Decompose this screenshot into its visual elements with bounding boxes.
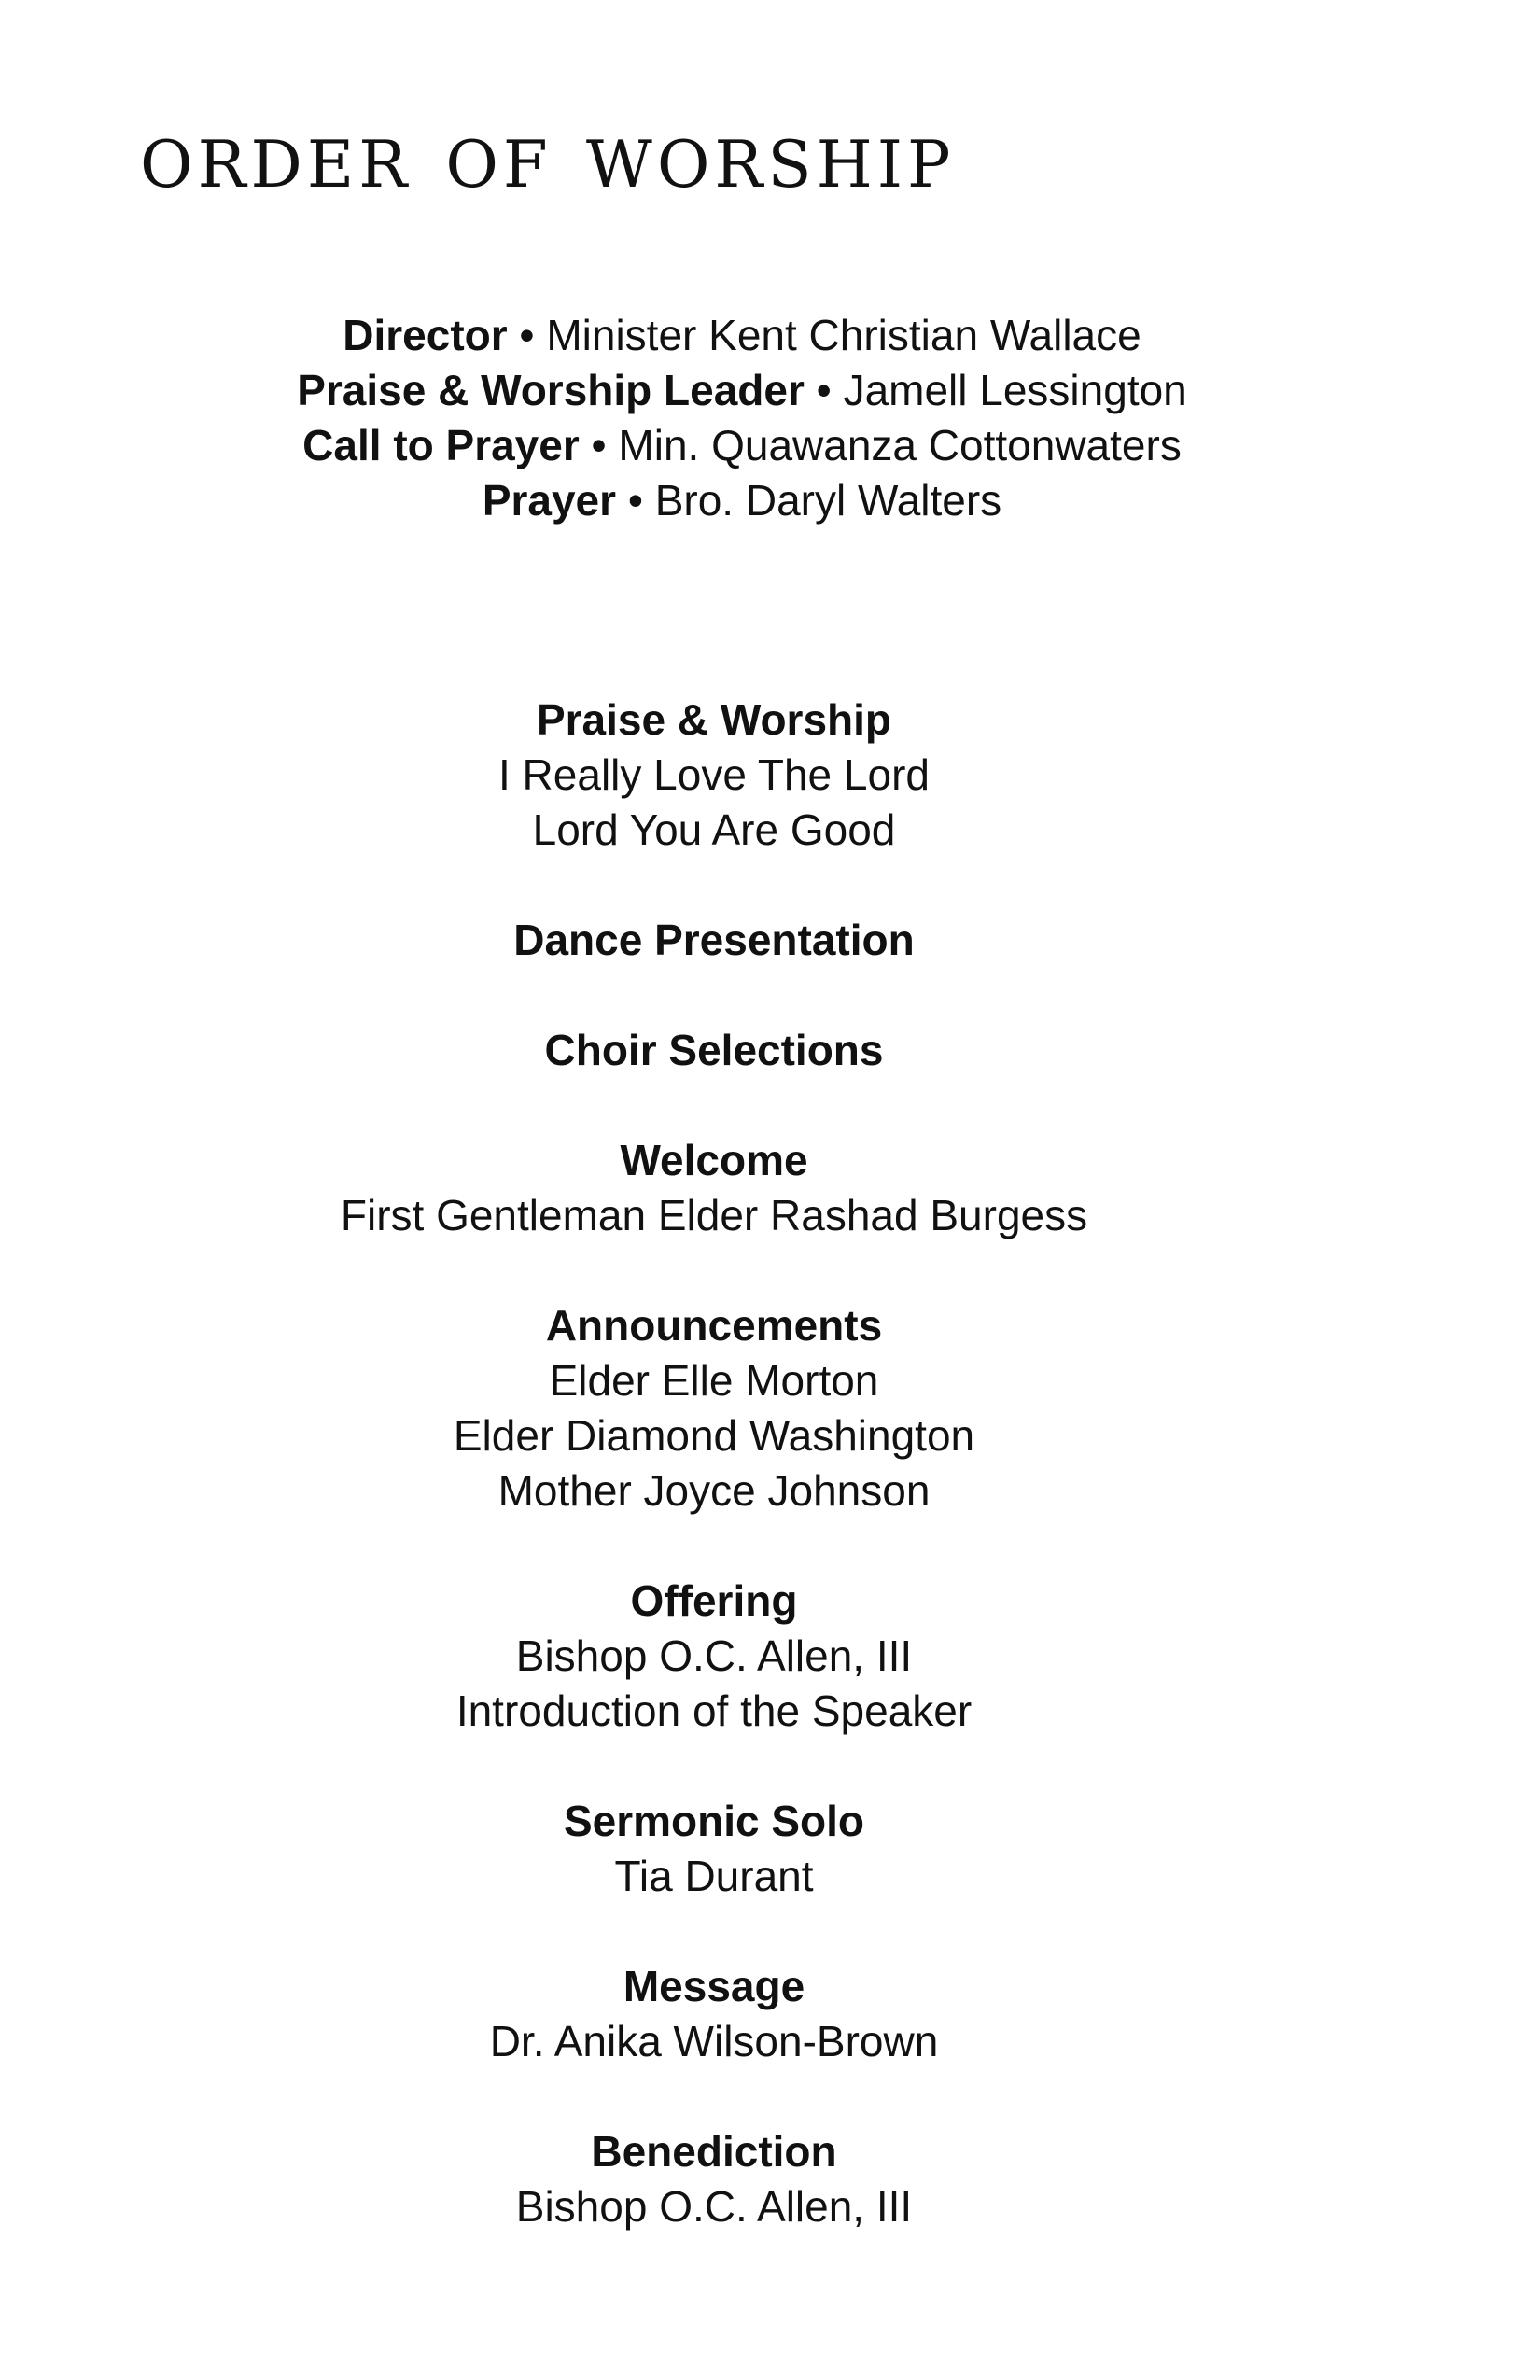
section-line: Elder Elle Morton [549,1356,879,1405]
section-benediction [0,2124,1484,2234]
section-line: Introduction of the Speaker [455,1687,973,1735]
program-sections [0,693,1484,2234]
role-prayer [0,473,1540,528]
page-title: order of worship [140,103,956,209]
section-offering [0,1574,1484,1739]
role-name: Jamell Lessington [843,366,1187,414]
section-title: Praise & Worship [536,695,892,744]
section-line: Lord You Are Good [532,805,896,854]
section-title: Sermonic Solo [563,1797,865,1845]
role-name: Bro. Daryl Walters [654,476,1002,525]
section-message [0,1959,1484,2069]
role-label: Call to Prayer [302,421,580,469]
section-line: Bishop O.C. Allen, III [515,1631,913,1680]
section-line: First Gentleman Elder Rashad Burgess [340,1191,1088,1239]
role-separator: • [616,476,655,525]
role-name: Min. Quawanza Cottonwaters [618,421,1182,469]
section-title: Dance Presentation [513,916,915,964]
participant-roles [0,308,1540,528]
section-line: Tia Durant [614,1852,814,1900]
section-choir-selections [0,1023,1484,1078]
section-dance-presentation [0,913,1484,968]
section-title: Announcements [545,1301,883,1350]
role-praise-worship-leader [0,363,1540,418]
section-title: Message [623,1962,805,2010]
section-title: Choir Selections [544,1026,884,1074]
section-title: Benediction [591,2127,837,2176]
role-separator: • [579,421,619,469]
role-name: Minister Kent Christian Wallace [546,311,1141,359]
section-title: Welcome [620,1136,808,1184]
section-praise-worship [0,693,1484,858]
role-label: Prayer [482,476,617,525]
role-director [0,308,1540,363]
section-line: Dr. Anika Wilson-Brown [489,2017,939,2065]
role-call-to-prayer [0,418,1540,473]
role-separator: • [507,311,547,359]
role-label: Praise & Worship Leader [297,366,805,414]
section-line: Mother Joyce Johnson [497,1466,931,1515]
section-welcome [0,1133,1484,1243]
section-line: Elder Diamond Washington [453,1411,975,1460]
section-sermonic-solo [0,1794,1484,1904]
section-announcements [0,1298,1484,1519]
role-separator: • [804,366,844,414]
role-label: Director [343,311,508,359]
section-line: Bishop O.C. Allen, III [515,2182,913,2231]
section-line: I Really Love The Lord [498,750,930,799]
section-title: Offering [630,1576,798,1625]
